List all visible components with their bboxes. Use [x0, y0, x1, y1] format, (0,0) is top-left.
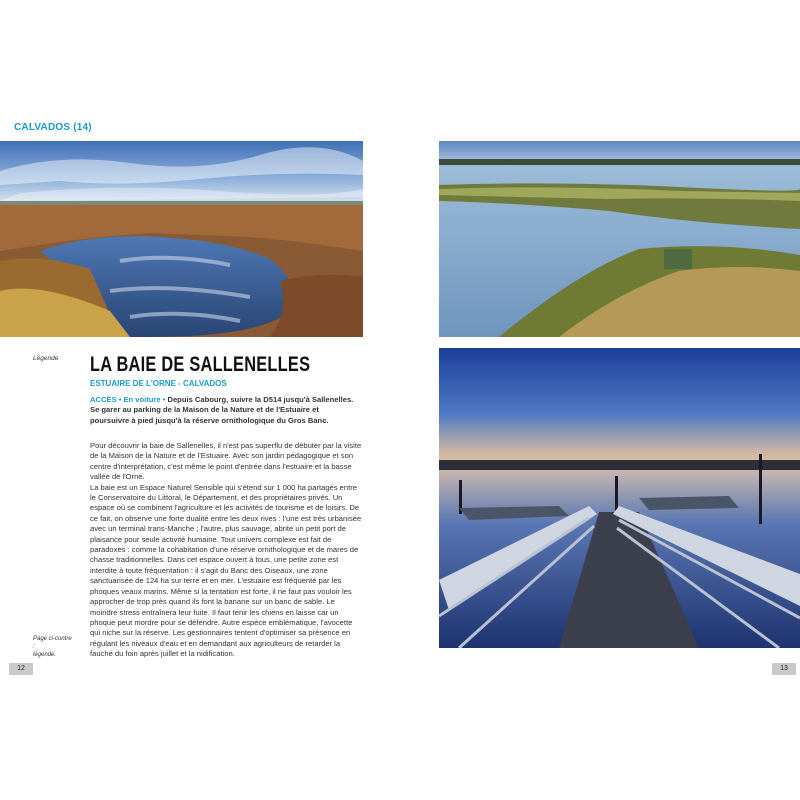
article-subtitle: ESTUAIRE DE L'ORNE - CALVADOS: [90, 379, 227, 388]
access-label: ACCÈS • En voiture •: [90, 395, 166, 404]
page-number-left: 12: [9, 663, 33, 675]
access-text: Depuis Cabourg, suivre la D514 jusqu'à Sallenelles. Se garer au parking de la Maison de la Nature et de l'Estuaire et poursuivre à pied jusqu'à la réserve ornithologique du Gros Banc.: [90, 395, 354, 425]
paragraph: Pour découvrir la baie de Sallenelles, il n'est pas superflu de débuter par la visite de la Maison de la Nature et de l'Estuaire. Avec son jardin pédagogique et son centre d'interprétation, c'est même le point d'entrée dans l'estuaire et la basse vallée de l'Orne.: [90, 441, 362, 482]
article-title: LA BAIE DE SALLENELLES: [90, 353, 311, 376]
pontoon-photo: [439, 348, 800, 648]
article-body: [90, 441, 362, 660]
page-number-right: 13: [772, 663, 796, 675]
marsh-photo: [0, 141, 363, 337]
paragraph: La baie est un Espace Naturel Sensible qui s'étend sur 1 000 ha partagés entre le Conservatoire du Littoral, le Département, et des propriétaires privés. Un espace où se combinent l'agriculture et les activités de tourisme et de loisirs. De ce fait, on observe une forte dualité entre les deux rives : l'une est très urbanisée avec un terminal trans-Manche ; l'autre, plus sauvage, abrite un petit port de plaisance pour seule activité humaine. Tout univers complexe est fait de paradoxes : comme la cohabitation d'une réserve ornithologique et de mares de chasse traditionnelles. Dans cet espace ouvert à tous, une petite zone est interdite à toute fréquentation : il s'agit du Banc des Oiseaux, une zone sanctuarisée de 124 ha sur terre et en mer. L'estuaire est fréquenté par les phoques veaux marins. Même si la tentation est forte, il ne faut pas vouloir les approcher de trop près quand ils font la banane sur un banc de sable. Le moindre stress entraînera leur fuite. Il faut tenir les chiens en laisse car un phoque peut mordre pour se défendre. Autre espèce emblématique, l'avocette qui niche sur la réserve. Les gestionnaires tentent d'optimiser sa présence en régulant les niveaux d'eau et en demandant aux agriculteurs de retarder la fauche du foin après juillet et la nidification.: [90, 482, 362, 659]
photo-legend: Légende: [33, 355, 59, 362]
access-info: [90, 395, 360, 426]
estuary-photo: [439, 141, 800, 337]
opposite-page-legend: Page ci-contre : légende.: [33, 636, 72, 658]
section-tag: CALVADOS (14): [14, 122, 92, 133]
